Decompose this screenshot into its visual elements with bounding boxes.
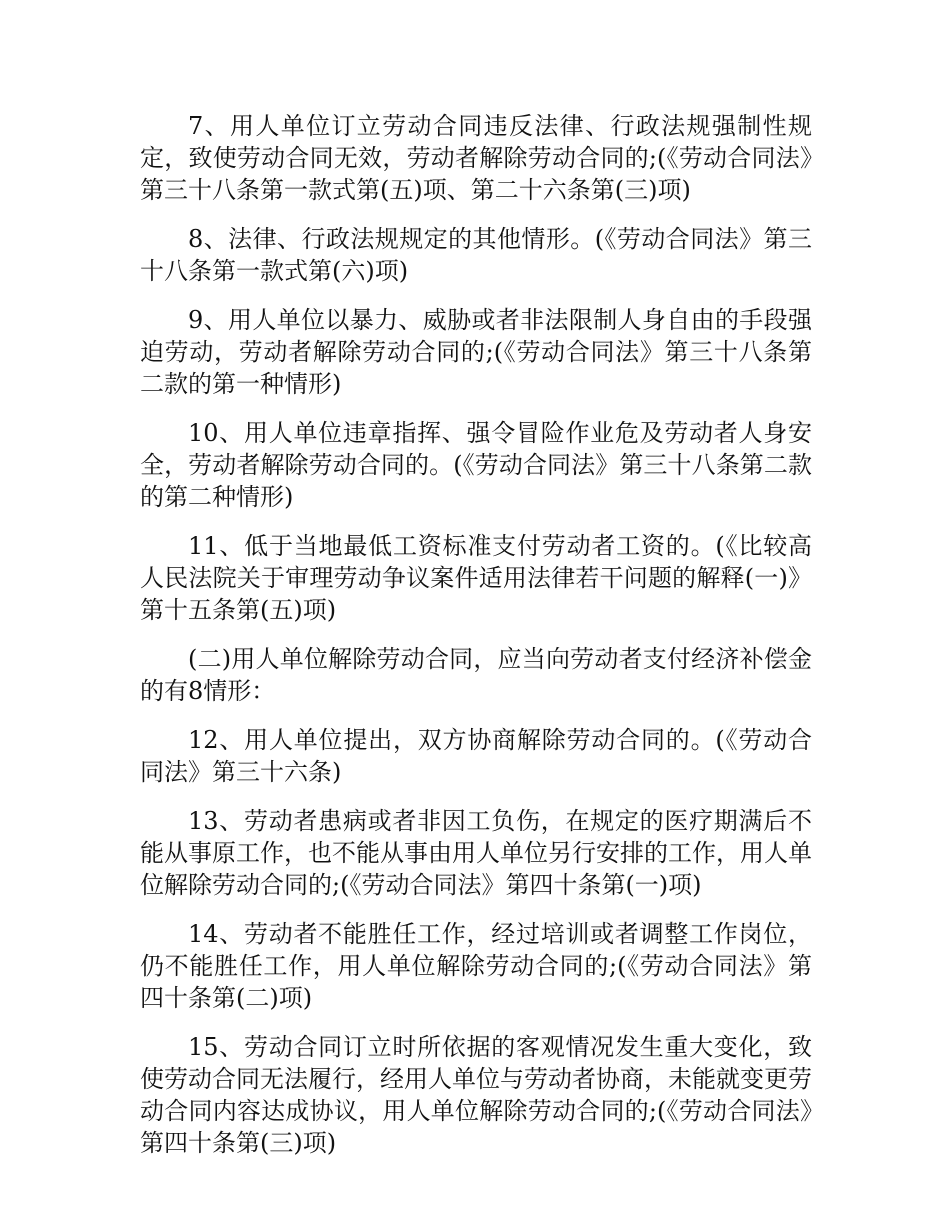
- paragraph-15: 15、劳动合同订立时所依据的客观情况发生重大变化，致使劳动合同无法履行，经用人单位与劳动者协商，未能就变更劳动合同内容达成协议，用人单位解除劳动合同的;(《劳动合同法》第四十条第(三)项): [140, 1033, 812, 1157]
- paragraph-9: 9、用人单位以暴力、威胁或者非法限制人身自由的手段强迫劳动，劳动者解除劳动合同的;(《劳动合同法》第三十八条第二款的第一种情形): [140, 306, 812, 398]
- paragraph-11: 11、低于当地最低工资标准支付劳动者工资的。(《比较高人民法院关于审理劳动争议案件适用法律若干问题的解释(一)》第十五条第(五)项): [140, 532, 812, 624]
- paragraph-7: 7、用人单位订立劳动合同违反法律、行政法规强制性规定，致使劳动合同无效，劳动者解除劳动合同的;(《劳动合同法》第三十八条第一款式第(五)项、第二十六条第(三)项): [140, 112, 812, 204]
- paragraph-8: 8、法律、行政法规规定的其他情形。(《劳动合同法》第三十八条第一款式第(六)项): [140, 225, 812, 285]
- section-heading-compensation: (二)用人单位解除劳动合同，应当向劳动者支付经济补偿金的有8情形：: [140, 645, 812, 705]
- paragraph-12: 12、用人单位提出，双方协商解除劳动合同的。(《劳动合同法》第三十六条): [140, 726, 812, 786]
- paragraph-13: 13、劳动者患病或者非因工负伤，在规定的医疗期满后不能从事原工作，也不能从事由用人单位另行安排的工作，用人单位解除劳动合同的;(《劳动合同法》第四十条第(一)项): [140, 807, 812, 899]
- paragraph-10: 10、用人单位违章指挥、强令冒险作业危及劳动者人身安全，劳动者解除劳动合同的。(《劳动合同法》第三十八条第二款的第二种情形): [140, 419, 812, 511]
- paragraph-14: 14、劳动者不能胜任工作，经过培训或者调整工作岗位，仍不能胜任工作，用人单位解除劳动合同的;(《劳动合同法》第四十条第(二)项): [140, 920, 812, 1012]
- document-body: [140, 110, 812, 1176]
